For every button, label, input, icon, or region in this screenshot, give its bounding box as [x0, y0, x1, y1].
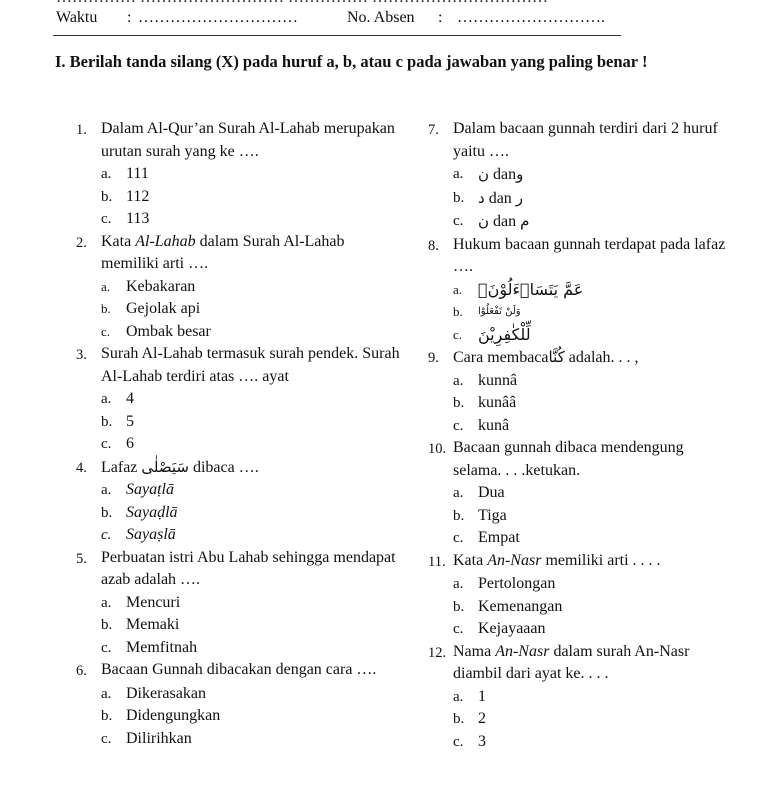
question-text: Kata Al-Lahab dalam Surah Al-Lahab memiliki arti ….: [101, 232, 345, 272]
option-b[interactable]: [428, 392, 728, 415]
option-letter: b.: [453, 711, 465, 727]
option-c[interactable]: [428, 618, 728, 641]
option-letter: a.: [101, 278, 111, 294]
option-letter: b.: [453, 395, 465, 411]
option-text: Gejolak api: [126, 300, 201, 317]
question-number: 3.: [76, 347, 87, 363]
option-text: Mencuri: [126, 593, 181, 611]
absen-label: No. Absen: [347, 9, 415, 26]
option-letter: c.: [453, 733, 464, 750]
question-6: [76, 659, 406, 750]
question-column-left: [76, 118, 406, 750]
arabic-word: وَلَنْ تَفْعَلُوْا: [478, 306, 521, 317]
waktu-label: Waktu: [56, 9, 98, 26]
option-b[interactable]: [76, 186, 406, 209]
option-letter: a.: [453, 372, 464, 389]
option-c[interactable]: [76, 637, 406, 660]
option-letter: c.: [101, 211, 112, 227]
question-number: 5.: [76, 550, 87, 567]
option-letter: c.: [101, 730, 112, 747]
option-a[interactable]: [428, 482, 728, 505]
question-text: Dalam Al-Qur’an Surah Al-Lahab merupakan urutan surah yang ke ….: [101, 120, 395, 160]
question-text: Cara membacaكُنَّا adalah. . . ,: [453, 348, 639, 366]
option-a[interactable]: [76, 163, 406, 186]
question-text: Kata An-Nasr memiliki arti . . . .: [453, 551, 661, 569]
option-text: kunââ: [478, 394, 517, 411]
option-letter: b.: [453, 507, 465, 524]
option-letter: a.: [453, 485, 464, 501]
question-number: 8.: [428, 237, 439, 254]
option-letter: b.: [101, 504, 113, 521]
option-a[interactable]: [428, 573, 728, 596]
option-letter: b.: [453, 598, 465, 615]
option-text: 113: [126, 210, 150, 227]
instruction-heading: I. Berilah tanda silang (X) pada huruf a, b, atau c pada jawaban yang paling benar !: [55, 52, 648, 71]
question-number: 6.: [76, 663, 87, 679]
question-text: Bacaan gunnah dibaca mendengung selama. . . .ketukan.: [453, 439, 684, 479]
option-text: 1: [478, 687, 486, 705]
question-8: [428, 234, 728, 347]
question-number: 11.: [428, 553, 446, 570]
option-c[interactable]: [76, 433, 406, 456]
option-c[interactable]: [76, 524, 406, 547]
option-letter: b.: [101, 708, 113, 724]
option-a[interactable]: [428, 279, 728, 302]
option-letter: c.: [101, 527, 112, 543]
option-a[interactable]: [76, 388, 406, 411]
option-text: Dua: [478, 484, 505, 501]
option-b[interactable]: [428, 708, 728, 731]
waktu-field[interactable]: …………………………: [138, 9, 298, 26]
option-text: Memfitnah: [126, 638, 198, 656]
option-letter: a.: [453, 576, 464, 592]
question-7: [428, 118, 728, 234]
option-letter: a.: [101, 594, 112, 611]
option-text: Sayaḍlā: [126, 503, 178, 521]
question-text: Nama An-Nasr dalam surah An-Nasr diambil dari ayat ke. . . .: [453, 642, 690, 682]
header-cut-row: [56, 0, 548, 8]
option-text: 6: [126, 435, 134, 452]
option-text: 5: [126, 412, 134, 430]
option-letter: c.: [453, 213, 464, 229]
question-number: 4.: [76, 459, 87, 476]
question-column-right: [428, 118, 728, 753]
option-letter: c.: [101, 639, 112, 656]
option-letter: a.: [453, 688, 464, 705]
option-letter: c.: [453, 417, 464, 434]
option-text: kunâ: [478, 416, 510, 434]
question-number: 12.: [428, 644, 447, 661]
option-text: Dilirihkan: [126, 729, 192, 747]
arabic-word: كُنَّا: [548, 348, 565, 366]
option-c[interactable]: [428, 324, 728, 347]
question-number: 1.: [76, 122, 87, 138]
waktu-colon: :: [127, 9, 132, 26]
option-text: 111: [126, 165, 149, 182]
option-b[interactable]: [428, 505, 728, 528]
option-c[interactable]: [76, 321, 406, 344]
arabic-word: سَيَصْلٰى: [141, 457, 189, 476]
question-text: Lafaz سَيَصْلٰى dibaca ….: [101, 457, 259, 476]
option-a[interactable]: [428, 370, 728, 393]
option-a[interactable]: [76, 683, 406, 706]
option-b[interactable]: [76, 614, 406, 637]
question-number: 9.: [428, 350, 439, 366]
question-text: Perbuatan istri Abu Lahab sehingga mendapat azab adalah ….: [101, 548, 396, 588]
option-letter: b.: [101, 301, 111, 316]
header-divider: [53, 35, 621, 36]
option-b[interactable]: [428, 596, 728, 619]
question-9: [428, 346, 728, 437]
question-number: 7.: [428, 122, 439, 138]
option-b[interactable]: [76, 298, 406, 321]
option-c[interactable]: [428, 210, 728, 234]
option-b[interactable]: [76, 411, 406, 434]
option-text: 112: [126, 187, 150, 205]
arabic-word: عَمَّ يَتَسَاۤءَلُوْنَۚ: [478, 279, 584, 299]
option-letter: a.: [453, 166, 464, 182]
option-letter: b.: [101, 617, 113, 633]
question-4: [76, 456, 406, 547]
option-text: Kebakaran: [126, 277, 196, 295]
option-text: Sayaṭlā: [126, 481, 174, 498]
question-10: [428, 437, 728, 550]
question-text: Dalam bacaan gunnah terdiri dari 2 huruf yaitu ….: [453, 120, 718, 160]
option-text: Dikerasakan: [126, 684, 206, 702]
question-3: [76, 343, 406, 456]
absen-field[interactable]: ……………………….: [457, 9, 605, 26]
option-letter: b.: [101, 188, 113, 205]
question-text: Surah Al-Lahab termasuk surah pendek. Surah Al-Lahab terdiri atas …. ayat: [101, 345, 400, 385]
absen-colon: :: [438, 9, 443, 26]
question-text: Bacaan Gunnah dibacakan dengan cara ….: [101, 661, 377, 678]
option-text: kunnâ: [478, 371, 518, 389]
option-letter: b.: [101, 413, 113, 430]
option-letter: c.: [453, 326, 463, 342]
option-letter: a.: [101, 685, 112, 702]
option-letter: c.: [101, 323, 111, 339]
option-text: د dan ر: [478, 188, 524, 207]
option-text: Tiga: [478, 506, 507, 524]
option-b[interactable]: [76, 705, 406, 728]
option-text: Ombak besar: [126, 322, 211, 340]
option-a[interactable]: [76, 276, 406, 299]
option-b[interactable]: [76, 502, 406, 525]
option-text: 2: [478, 710, 486, 727]
question-12: [428, 641, 728, 754]
option-letter: a.: [453, 281, 463, 297]
option-letter: b.: [453, 189, 465, 206]
option-text: 4: [126, 390, 134, 407]
option-letter: a.: [101, 482, 112, 498]
option-a[interactable]: [428, 163, 728, 187]
question-number: 10.: [428, 441, 447, 457]
option-a[interactable]: [76, 479, 406, 502]
arabic-word: لِّلْكٰفِرِيْنَ: [478, 324, 531, 344]
option-text: 3: [478, 732, 486, 750]
option-a[interactable]: [76, 592, 406, 615]
option-b[interactable]: [428, 187, 728, 211]
option-text: ن danو: [478, 165, 524, 183]
option-text: Pertolongan: [478, 575, 556, 592]
question-5: [76, 547, 406, 660]
option-letter: a.: [101, 391, 112, 407]
option-text: Kejayaaan: [478, 620, 546, 637]
option-letter: c.: [453, 530, 464, 546]
question-2: [76, 231, 406, 344]
option-c[interactable]: [76, 728, 406, 751]
question-text: Hukum bacaan gunnah terdapat pada lafaz ….: [453, 235, 726, 275]
option-a[interactable]: [428, 686, 728, 709]
option-text: Didengungkan: [126, 707, 221, 724]
option-b[interactable]: [428, 301, 728, 324]
option-c[interactable]: [76, 208, 406, 231]
option-text: Empat: [478, 529, 520, 546]
option-c[interactable]: [428, 731, 728, 754]
question-11: [428, 550, 728, 641]
option-c[interactable]: [428, 527, 728, 550]
option-c[interactable]: [428, 415, 728, 438]
option-letter: b.: [453, 304, 463, 319]
option-letter: a.: [101, 166, 112, 182]
question-1: [76, 118, 406, 231]
option-text: Memaki: [126, 616, 180, 633]
option-letter: c.: [101, 436, 112, 452]
option-text: Sayaṣlā: [126, 526, 176, 543]
option-text: ن dan م: [478, 212, 530, 230]
option-text: Kemenangan: [478, 597, 563, 615]
question-number: 2.: [76, 234, 87, 251]
option-letter: c.: [453, 621, 464, 637]
